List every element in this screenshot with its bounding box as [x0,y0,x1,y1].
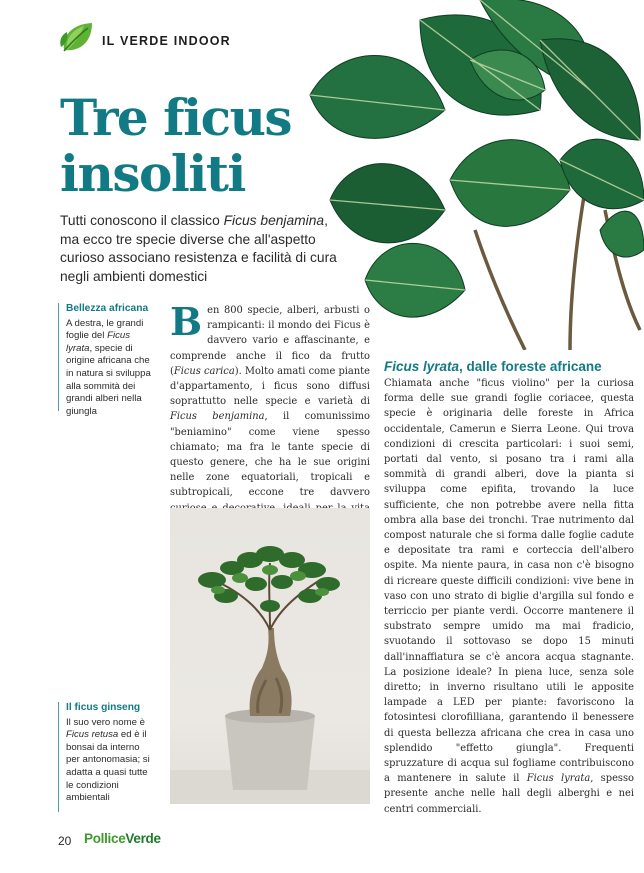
page-number: 20 [58,834,72,848]
sidebar-caption-1 [66,303,154,418]
body-italic: Ficus lyrata [526,773,591,785]
intro-text-2: ). Molto amati come piante d'appartamento, i ficus sono diffusi soprattutto nelle specie e varietà di [170,365,370,408]
intro-text: en 800 specie, alberi, arbusti o rampicanti: il mondo dei Ficus è davvero vario e affascinante, e comprende anche il fico da frutto ( [170,305,370,377]
logo-part-2: Verde [125,831,161,846]
lede-text: Tutti conoscono il classico [60,213,224,228]
intro-paragraph [170,299,370,531]
sidebar-rule-2 [58,702,59,812]
title-line-2: insoliti [60,144,245,203]
sidebar-caption-2-italic: Ficus retusa [66,729,119,741]
page-title [60,90,390,202]
bonsai-illustration [170,508,370,804]
sidebar-caption-2-title: Il ficus ginseng [66,702,141,713]
sidebar-caption-1-text-2: , specie di origine africana che in natura si sviluppa alla sommità dei grandi alberi nella giungla [66,342,151,417]
section-heading-rest: , dalle foreste africane [459,359,602,374]
section-heading-italic: Ficus lyrata [384,359,460,374]
sidebar-caption-1-italic: Ficus lyrata [66,330,130,354]
intro-italic-2: Ficus benjamina [170,411,265,423]
intro-text-3: , il comunissimo "beniamino" come viene spesso chiamato; ma fra le tante specie di questo genere, che ha le sue origini nelle zone equatoriali, tropicali e subtropicali, eccone tre davvero [170,411,370,499]
lede-italic: Ficus benjamina [223,213,325,228]
intro-italic-1: Ficus carica [173,365,235,377]
body-text-2: , spesso presente anche nelle hall degli alberghi e nei centri commerciali. [384,773,634,815]
sidebar-caption-1-title: Bellezza africana [66,303,149,314]
section-label: IL VERDE INDOOR [102,34,231,48]
title-line-1: Tre ficus [60,88,292,147]
lede-text-2: , ma ecco tre specie diverse che all'aspetto curioso associano resistenza e facilità di cura negli ambienti domestici [60,213,337,284]
sidebar-caption-2-text: Il suo vero nome è [66,716,145,728]
section-heading [384,359,634,374]
logo-part-1: Pollice [84,831,126,846]
sidebar-rule-1 [58,303,59,411]
leaf-icon [58,20,98,56]
sidebar-caption-2 [66,702,154,805]
drop-cap: B [170,299,203,344]
body-text: Chiamata anche "ficus violino" per la curiosa forma delle sue grandi foglie coriacee, questa specie è originaria delle foreste in Africa occidentale, Camerun e Sierra Leone. Qui trova condizioni di crescita particolari: i suoi semi, portati dal vento, si posano tra i rami alla sommità di grandi alberi, dove la pianta si sviluppa come epifita, trovando la luce sufficiente, che non potrebbe avere nella fitta ombra alla base dei tronchi. Trae nutrimento dal compost naturale che si forma dalle foglie cadute e depositate tra rami e corteccia dell'albero ospite. Ma niente paura, in casa non c'è bisogno di ricreare queste difficili condizioni: vive bene in vaso con uno strato di biglie d'argilla sul fondo e terriccio per piante verdi. Occorre mantenere il substrato sempre umido ma mai fradicio, svuotando il sottovaso se dopo 15 minuti dall'innaffiatura se c'è ancora acqua stagnante. La posizione ideale? In piena luce, senza sole diretto; in inverno risultano utili le apposite lampade a LED per piante: favoriscono la fotosintesi clorofilliana, garantendo il benessere di questa bellezza africana che crea in casa uno splendido "effetto giungla". Frequenti spruzzature di acqua sul fogliame contribuiscono a mantenere in salute il [384,378,634,785]
sidebar-caption-2-text-2: ed è il bonsai da interno per antonomasia; si adatta a quasi tutte le condizioni ambientali [66,729,150,804]
ficus-ginseng-photo [170,508,370,804]
sidebar-caption-1-text: A destra, le grandi foglie del [66,317,144,342]
lede [60,212,340,286]
magazine-logo [84,831,161,846]
body-paragraph [384,376,634,817]
